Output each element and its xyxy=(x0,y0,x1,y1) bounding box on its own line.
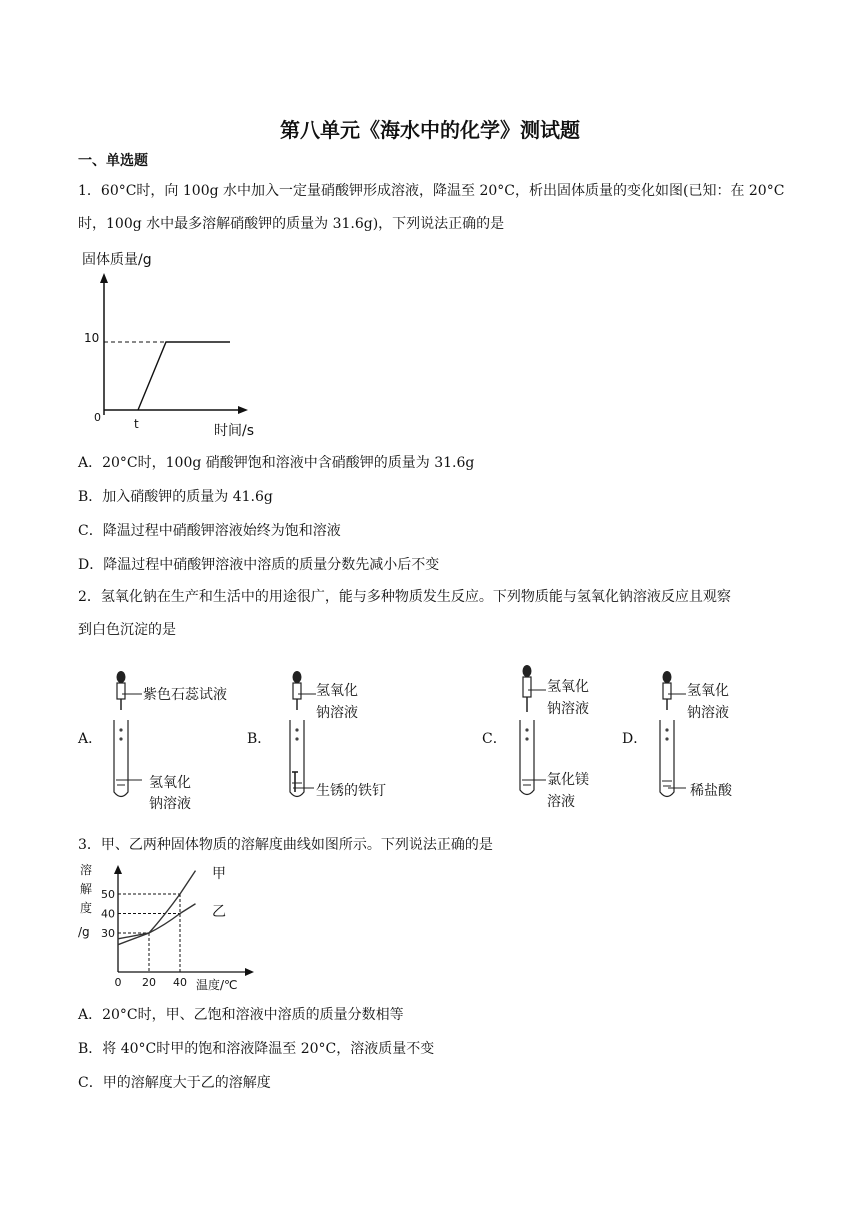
q2-option-a-letter: A． xyxy=(78,731,103,747)
q2-option-b-dropper-label-line2: 钠溶液 xyxy=(316,705,358,721)
q2-option-c-tube-label-line1: 氯化镁 xyxy=(547,772,589,788)
q2-stem-line2: 到白色沉淀的是 xyxy=(78,622,176,638)
q3-ylabel-char-3: 度 xyxy=(80,901,93,915)
q1-stem-line1: 1．60°C时，向 100g 水中加入一定量硝酸钾形成溶液，降温至 20°C，析出固体质量的变化如图(已知：在 20°C xyxy=(78,183,785,199)
q3-option-a: A．20°C时，甲、乙饱和溶液中溶质的质量分数相等 xyxy=(78,1007,404,1023)
q2-option-b-tube-label: 生锈的铁钉 xyxy=(316,783,386,799)
q1-option-b: B．加入硝酸钾的质量为 41.6g xyxy=(78,489,273,505)
q3-y-tick-30: 30 xyxy=(101,927,115,940)
q1-xlabel: 时间/s xyxy=(214,423,255,439)
q3-stem: 3．甲、乙两种固体物质的溶解度曲线如图所示。下列说法正确的是 xyxy=(78,837,493,853)
q3-option-b: B．将 40°C时甲的饱和溶液降温至 20°C，溶液质量不变 xyxy=(78,1041,435,1057)
section-heading: 一、单选题 xyxy=(78,153,148,169)
q3-x-tick-0: 0 xyxy=(114,976,122,989)
q1-x-tick-t: t xyxy=(134,417,139,431)
q1-chart xyxy=(78,245,278,440)
q2-option-c-dropper-label-line1: 氢氧化 xyxy=(547,679,589,695)
q3-y-tick-40: 40 xyxy=(101,907,115,921)
q3-x-tick-40: 40 xyxy=(173,976,187,989)
q1-option-c: C．降温过程中硝酸钾溶液始终为饱和溶液 xyxy=(78,523,341,539)
q3-chart xyxy=(76,860,266,992)
q1-series-line xyxy=(138,342,230,410)
page-title: 第八单元《海水中的化学》测试题 xyxy=(280,118,580,142)
q1-y-arrow xyxy=(100,273,108,283)
q2-option-c-tube-label-line2: 溶液 xyxy=(547,794,575,810)
q3-series-label-yi: 乙 xyxy=(212,904,226,920)
q2-option-d-dropper-label-line1: 氢氧化 xyxy=(687,683,729,699)
q1-y-tick-10: 10 xyxy=(84,331,100,345)
q2-option-a-tube-label-line2: 钠溶液 xyxy=(149,796,191,812)
q3-xlabel: 温度/℃ xyxy=(196,978,238,992)
q2-option-d-tube-label: 稀盐酸 xyxy=(690,783,732,799)
q1-origin-label: 0 xyxy=(94,411,101,424)
q3-ylabel-char-4: /g xyxy=(78,925,90,939)
q1-option-d: D．降温过程中硝酸钾溶液中溶质的质量分数先减小后不变 xyxy=(78,557,440,573)
q3-series-label-jia: 甲 xyxy=(212,866,226,882)
q2-option-d-dropper-label-line2: 钠溶液 xyxy=(687,705,729,721)
q1-x-arrow xyxy=(238,406,248,414)
q3-y-tick-50: 50 xyxy=(101,888,115,901)
q2-option-c-dropper-label-line2: 钠溶液 xyxy=(547,701,589,717)
q2-option-b-letter: B． xyxy=(247,731,272,747)
q3-ylabel-char-2: 解 xyxy=(80,882,93,896)
q1-stem-line2: 时，100g 水中最多溶解硝酸钾的质量为 31.6g)，下列说法正确的是 xyxy=(78,216,505,232)
q3-option-c: C．甲的溶解度大于乙的溶解度 xyxy=(78,1075,271,1091)
q3-y-arrow xyxy=(114,865,122,874)
q3-series-yi xyxy=(118,904,196,939)
q2-option-b-dropper-label-line1: 氢氧化 xyxy=(316,683,358,699)
q3-ylabel-char-1: 溶 xyxy=(80,863,93,877)
q2-option-a-tube-label-line1: 氢氧化 xyxy=(149,775,191,791)
q3-x-arrow xyxy=(245,968,254,976)
q2-stem-line1: 2．氢氧化钠在生产和生活中的用途很广，能与多种物质发生反应。下列物质能与氢氧化钠溶液反应且观察 xyxy=(78,589,731,605)
q1-ylabel: 固体质量/g xyxy=(82,252,152,268)
q3-series-jia xyxy=(118,871,196,945)
q1-option-a: A．20°C时，100g 硝酸钾饱和溶液中含硝酸钾的质量为 31.6g xyxy=(78,455,475,471)
q2-option-c-letter: C． xyxy=(482,731,507,747)
q2-option-d-letter: D． xyxy=(622,731,648,747)
q3-x-tick-20: 20 xyxy=(142,976,156,989)
q2-option-a-dropper-label: 紫色石蕊试液 xyxy=(143,687,227,703)
